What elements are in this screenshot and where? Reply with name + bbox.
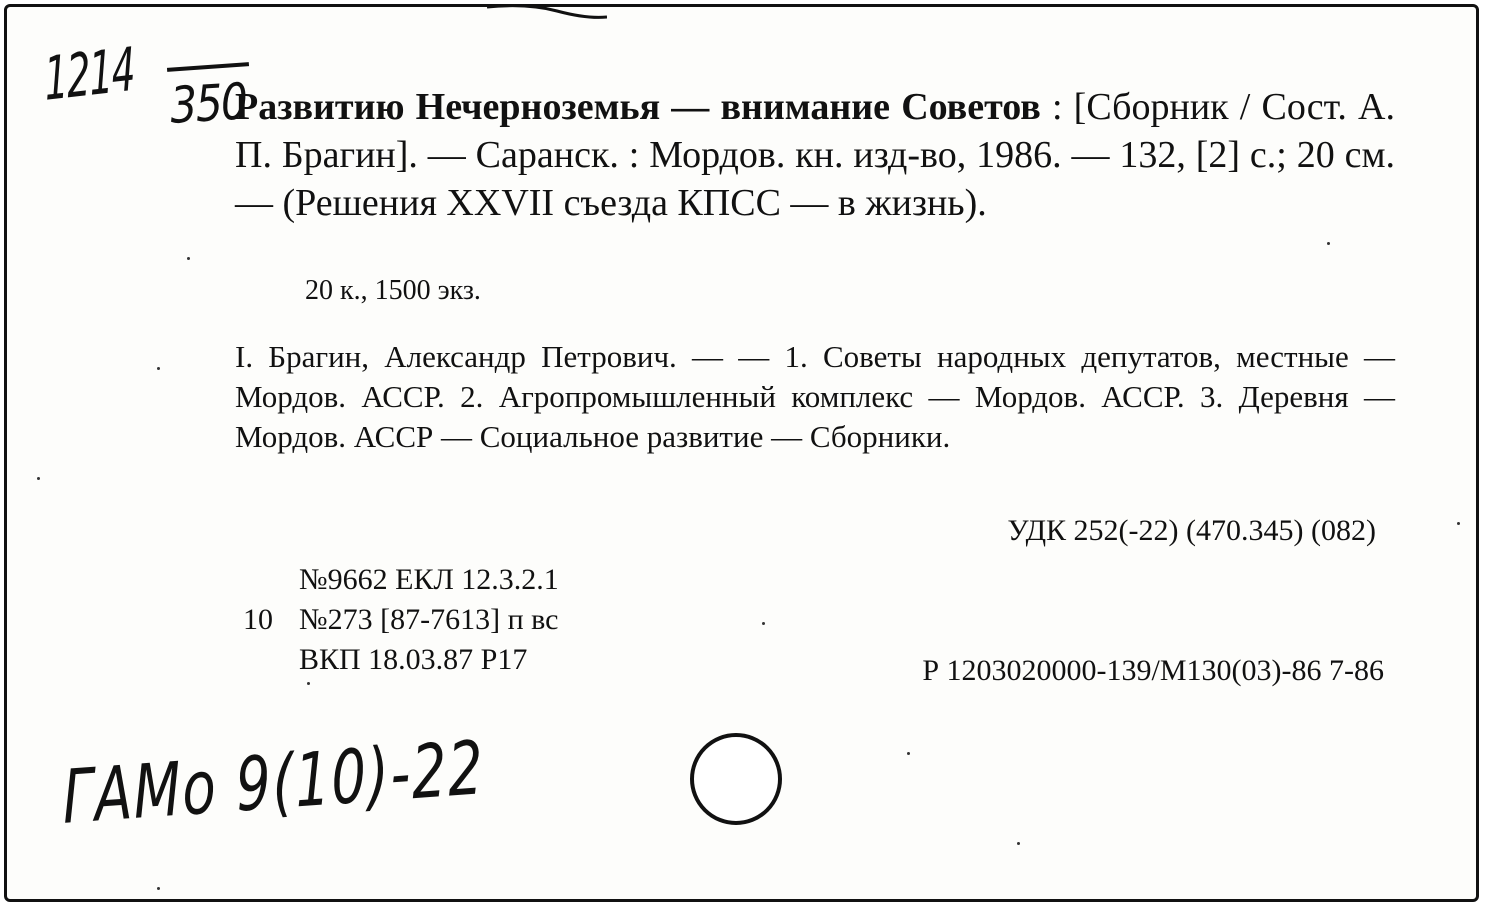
ink-speck	[762, 622, 765, 625]
ink-speck	[307, 682, 310, 685]
udc-code: УДК 252(-22) (470.345) (082)	[1007, 514, 1376, 547]
tech-line: №273 [87-7613] п вс	[299, 603, 559, 636]
subject-tracings: I. Брагин, Александр Петрович. — — 1. Советы народных депутатов, местные — Мордов. АССР. 2. Агропромышленный комплекс — Мордов. АССР. 3. Деревня — Мордов. АССР — Социальное развитие — Сборники.	[235, 339, 1395, 454]
shelf-mark-bottom: 350	[169, 72, 248, 135]
bibliographic-entry	[235, 83, 1395, 227]
publisher-index: Р 1203020000-139/М130(03)-86 7-86	[922, 654, 1384, 687]
torn-edge-mark	[487, 1, 607, 19]
shelf-mark-rule	[167, 62, 249, 72]
archive-mark: ГАМо 9(10)-22	[61, 725, 486, 841]
tech-line: ВКП 18.03.87 Р17	[299, 643, 528, 676]
shelf-mark-top: 1214	[43, 34, 136, 115]
ink-speck	[157, 367, 160, 370]
technical-block	[243, 560, 559, 680]
tech-line: №9662 ЕКЛ 12.3.2.1	[299, 563, 559, 596]
entry-title: Развитию Нечерноземья — внимание Советов	[235, 86, 1041, 128]
ink-speck	[1457, 522, 1460, 525]
ink-speck	[157, 887, 160, 890]
card-count: 10	[243, 603, 273, 636]
ink-speck	[1017, 842, 1020, 845]
entry-description: : [Сборник / Сост. А. П. Брагин]. — Саранск. : Мордов. кн. изд-во, 1986. — 132, [2] с.; 20 см. — (Решения XXVII съезда КПСС — в жизнь).	[235, 86, 1395, 224]
ink-speck	[1327, 242, 1330, 245]
ink-speck	[187, 257, 190, 260]
catalog-card	[4, 4, 1479, 902]
ink-speck	[37, 477, 40, 480]
ink-speck	[907, 752, 910, 755]
price-and-print-run: 20 к., 1500 экз.	[305, 275, 481, 306]
punch-hole	[690, 733, 782, 825]
